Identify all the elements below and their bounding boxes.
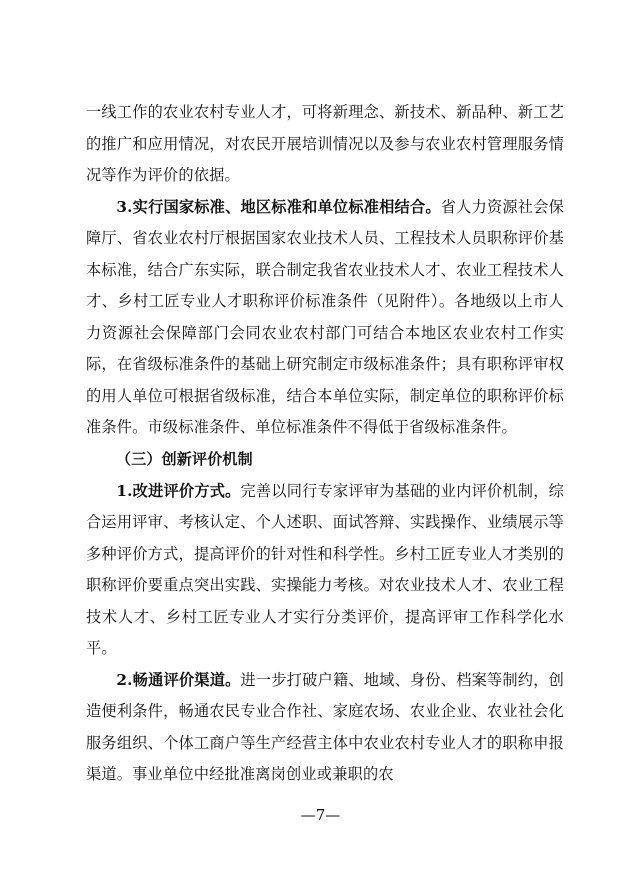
paragraph-lead: 2.畅通评价渠道。 (116, 670, 241, 689)
paragraph-item-3 (86, 192, 564, 444)
paragraph-lead: 1.改进评价方式。 (116, 481, 241, 500)
paragraph-continued (86, 97, 564, 192)
paragraph-lead: 3.实行国家标准、地区标准和单位标准相结合。 (116, 197, 441, 216)
paragraph-item-1 (86, 476, 564, 665)
paragraph-text: 进一步打破户籍、地域、身份、档案等制约，创造便利条件，畅通农民专业合作社、家庭农场、农业企业、农业社会化服务组织、个体工商户等生产经营主体中农业农村专业人才的职称申报渠道。事业单位中经批准离岗创业或兼职的农 (86, 670, 565, 784)
paragraph-text: 完善以同行专家评审为基础的业内评价机制，综合运用评审、考核认定、个人述职、面试答辩、实践操作、业绩展示等多种评价方式，提高评价的针对性和科学性。乡村工匠专业人才类别的职称评价要重点突出实践、实操能力考核。对农业技术人才、农业工程技术人才、乡村工匠专业人才实行分类评价，提高评审工作科学化水平。 (86, 481, 565, 658)
paragraph-item-2 (86, 665, 564, 791)
paragraph-text: 一线工作的农业农村专业人才，可将新理念、新技术、新品种、新工艺的推广和应用情况，对农民开展培训情况以及参与农业农村管理服务情况等作为评价的依据。 (86, 103, 564, 185)
document-body (86, 97, 564, 791)
page-number: —7— (300, 806, 341, 824)
paragraph-text: 省人力资源社会保障厅、省农业农村厅根据国家农业技术人员、工程技术人员职称评价基本标准，结合广东实际，联合制定我省农业技术人才、农业工程技术人才、乡村工匠专业人才职称评价标准条件（见附件）。各地级以上市人力资源社会保障部门会同农业农村部门可结合本地区农业农村工作实际，在省级标准条件的基础上研究制定市级标准条件；具有职称评审权的用人单位可根据省级标准，结合本单位实际，制定单位的职称评价标准条件。市级标准条件、单位标准条件不得低于省级标准条件。 (86, 197, 564, 437)
section-heading: （三）创新评价机制 (116, 450, 253, 469)
